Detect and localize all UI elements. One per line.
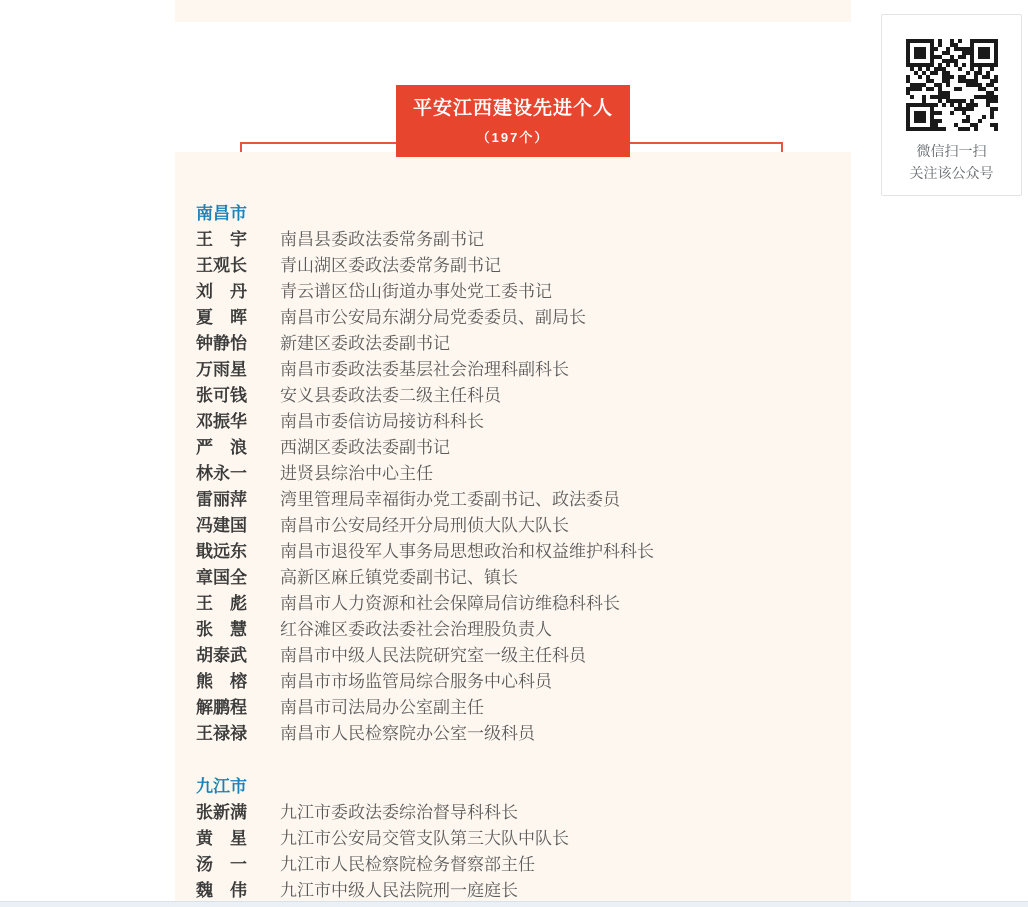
person-name: 严 浪 (196, 438, 247, 457)
person-title: 安义县委政法委二级主任科员 (280, 386, 501, 405)
city-header: 九江市 (196, 777, 247, 796)
person-row (196, 227, 851, 253)
person-title: 南昌市中级人民法院研究室一级主任科员 (280, 646, 586, 665)
person-name: 张可钱 (196, 386, 247, 405)
person-title: 西湖区委政法委副书记 (280, 438, 450, 457)
wechat-qr-card (881, 14, 1022, 196)
person-row (196, 383, 851, 409)
person-name: 王观长 (196, 256, 247, 275)
person-name: 王 彪 (196, 594, 247, 613)
person-row (196, 487, 851, 513)
person-title: 九江市委政法委综治督导科科长 (280, 803, 518, 822)
person-title: 南昌市退役军人事务局思想政治和权益维护科科长 (280, 542, 654, 561)
person-row (196, 461, 851, 487)
person-name: 刘 丹 (196, 282, 247, 301)
person-title: 湾里管理局幸福街办党工委副书记、政法委员 (280, 490, 620, 509)
sections (196, 201, 851, 902)
person-name: 夏 晖 (196, 308, 247, 327)
person-row (196, 669, 851, 695)
person-row (196, 826, 851, 852)
person-title: 青云谱区岱山街道办事处党工委书记 (280, 282, 552, 301)
person-title: 南昌市公安局经开分局刑侦大队大队长 (280, 516, 569, 535)
person-row (196, 643, 851, 669)
person-title: 南昌市公安局东湖分局党委委员、副局长 (280, 308, 586, 327)
person-name: 冯建国 (196, 516, 247, 535)
qr-caption-line2: 关注该公众号 (909, 165, 994, 181)
qr-code (906, 39, 998, 131)
person-name: 解鹏程 (196, 698, 247, 717)
person-row (196, 279, 851, 305)
city-section (196, 774, 851, 902)
person-title: 进贤县综治中心主任 (280, 464, 433, 483)
person-title: 南昌县委政法委常务副书记 (280, 230, 484, 249)
person-row (196, 591, 851, 617)
previous-block-remnant (175, 0, 851, 22)
person-title: 红谷滩区委政法委社会治理股负责人 (280, 620, 552, 639)
person-title: 南昌市委政法委基层社会治理科副科长 (280, 360, 569, 379)
person-name: 雷丽萍 (196, 490, 247, 509)
person-name: 张新满 (196, 803, 247, 822)
person-name: 熊 榕 (196, 672, 247, 691)
person-row (196, 800, 851, 826)
person-name: 汤 一 (196, 855, 247, 874)
person-row (196, 357, 851, 383)
person-name: 林永一 (196, 464, 247, 483)
banner-title: 平安江西建设先进个人 (412, 98, 613, 119)
person-name: 王禄禄 (196, 724, 247, 743)
person-title: 九江市公安局交管支队第三大队中队长 (280, 829, 569, 848)
person-title: 九江市人民检察院检务督察部主任 (280, 855, 535, 874)
person-name: 钟静怡 (196, 334, 247, 353)
person-name: 黄 星 (196, 829, 247, 848)
person-row (196, 305, 851, 331)
city-section (196, 201, 851, 747)
person-title: 南昌市人力资源和社会保障局信访维稳科科长 (280, 594, 620, 613)
person-row (196, 721, 851, 747)
person-row (196, 852, 851, 878)
person-title: 新建区委政法委副书记 (280, 334, 450, 353)
person-name: 章国全 (196, 568, 247, 587)
person-title: 南昌市市场监管局综合服务中心科员 (280, 672, 552, 691)
person-row (196, 539, 851, 565)
qr-caption (882, 140, 1021, 184)
person-row (196, 695, 851, 721)
city-header: 南昌市 (196, 204, 247, 223)
person-name: 胡泰武 (196, 646, 247, 665)
person-title: 青山湖区委政法委常务副书记 (280, 256, 501, 275)
person-row (196, 409, 851, 435)
person-title: 高新区麻丘镇党委副书记、镇长 (280, 568, 518, 587)
qr-caption-line1: 微信扫一扫 (916, 143, 987, 159)
person-name: 张 慧 (196, 620, 247, 639)
person-name: 万雨星 (196, 360, 247, 379)
person-row (196, 513, 851, 539)
banner-subtitle: （197个） (476, 130, 550, 145)
person-title: 南昌市人民检察院办公室一级科员 (280, 724, 535, 743)
person-row (196, 331, 851, 357)
person-row (196, 253, 851, 279)
person-name: 邓振华 (196, 412, 247, 431)
person-name: 戢远东 (196, 542, 247, 561)
person-title: 南昌市委信访局接访科科长 (280, 412, 484, 431)
person-row (196, 617, 851, 643)
award-list-panel (175, 152, 851, 902)
person-row (196, 878, 851, 902)
person-name: 魏 伟 (196, 881, 247, 900)
footer-strip (0, 901, 1028, 907)
person-title: 九江市中级人民法院刑一庭庭长 (280, 881, 518, 900)
person-title: 南昌市司法局办公室副主任 (280, 698, 484, 717)
person-name: 王 宇 (196, 230, 247, 249)
person-row (196, 565, 851, 591)
person-row (196, 435, 851, 461)
section-banner (396, 85, 630, 157)
